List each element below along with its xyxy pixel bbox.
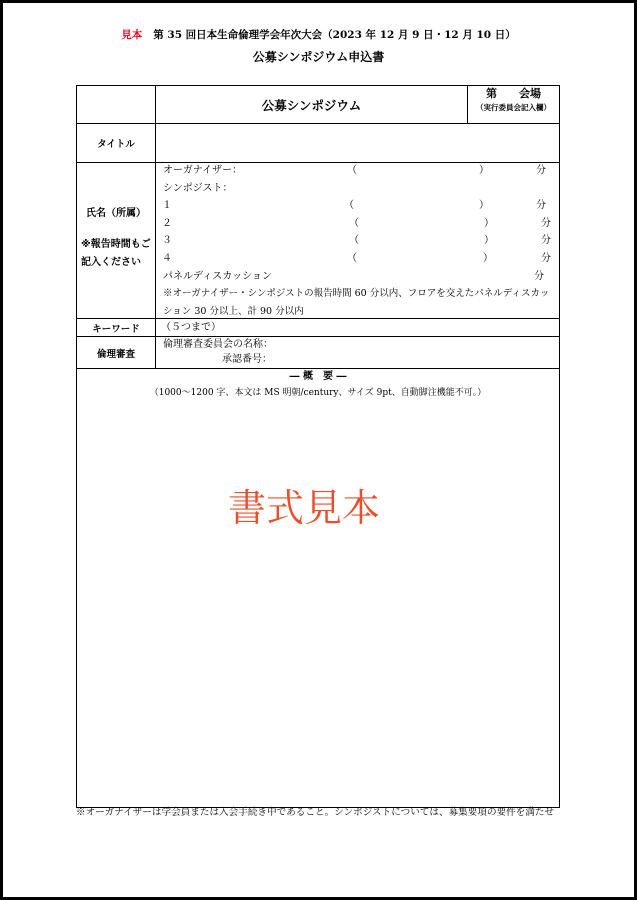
form-heading: 公募シンポジウム xyxy=(156,86,468,124)
ethics-committee-label: 倫理審査委員会の名称： xyxy=(163,339,273,350)
venue-label: 第 会場 xyxy=(486,87,541,100)
conference-title: 第 35 回日本生命倫理学会年次大会（2023 年 12 月 9 日・12 月 10 日） xyxy=(153,29,516,41)
title-field xyxy=(156,124,559,163)
minutes-unit: 分 xyxy=(541,252,551,264)
close-paren: ） xyxy=(484,235,494,247)
abstract-field xyxy=(77,369,559,807)
minutes-unit: 分 xyxy=(541,235,551,247)
panel-label: パネルディスカッション xyxy=(163,270,272,282)
minutes-unit: 分 xyxy=(541,217,551,229)
time-note-text: ション 30 分以上、計 90 分以内 xyxy=(163,305,304,317)
participants-field xyxy=(156,163,559,319)
minutes-unit: 分 xyxy=(534,270,544,282)
participants-label: 氏名（所属） xyxy=(86,208,146,219)
footer-note: ※オーガナイザーは学会員または入会手続き中であること。シンポジストについては、募集要項の要件を満たせ xyxy=(76,807,555,818)
speaker-row xyxy=(156,215,559,233)
speaker-row xyxy=(156,250,559,268)
close-paren: ） xyxy=(479,200,489,212)
venue-cell xyxy=(468,86,559,124)
close-paren: ） xyxy=(484,217,494,229)
speaker-row xyxy=(156,232,559,250)
minutes-unit: 分 xyxy=(536,165,546,176)
close-paren: ） xyxy=(479,165,489,176)
symposist-row xyxy=(156,180,559,198)
keywords-label: キーワード xyxy=(77,319,156,337)
corner-cell xyxy=(77,86,156,124)
speaker-number: ２ xyxy=(162,217,172,229)
speaker-number: １ xyxy=(162,200,172,212)
abstract-heading: ― 概 要 ― xyxy=(289,371,347,382)
title-label: タイトル xyxy=(77,124,156,163)
keywords-hint: （５つまで） xyxy=(161,322,221,333)
open-paren: （ xyxy=(344,200,354,212)
participants-note-2: 記入ください xyxy=(81,257,141,268)
open-paren: （ xyxy=(349,235,359,247)
time-note-line-2 xyxy=(156,303,559,319)
open-paren: （ xyxy=(347,252,357,264)
ethics-label: 倫理審査 xyxy=(77,337,156,369)
minutes-unit: 分 xyxy=(536,200,546,212)
approval-number-label: 承認番号： xyxy=(222,354,272,365)
time-note-text: ※オーガナイザー・シンポジストの報告時間 60 分以内、フロアを交えたパネルディスカッ xyxy=(163,288,550,300)
open-paren: （ xyxy=(347,165,357,176)
organizer-label: オーガナイザー： xyxy=(163,165,243,176)
organizer-row xyxy=(156,163,559,180)
ethics-field xyxy=(156,337,559,369)
sample-mark: 見本 xyxy=(121,29,143,41)
speaker-row xyxy=(156,197,559,215)
venue-note: （実行委員会記入欄） xyxy=(476,103,551,112)
speaker-number: ４ xyxy=(162,252,172,264)
application-form-table xyxy=(76,85,560,808)
symposist-label: シンポジスト： xyxy=(163,182,233,194)
keywords-field xyxy=(156,319,559,337)
conference-header xyxy=(0,27,637,43)
open-paren: （ xyxy=(349,217,359,229)
speaker-number: ３ xyxy=(162,235,172,247)
panel-discussion-row xyxy=(156,268,559,286)
time-note-line-1 xyxy=(156,285,559,303)
participants-note-1: ※報告時間もご xyxy=(81,239,151,250)
close-paren: ） xyxy=(483,252,493,264)
abstract-instructions: （1000～1200 字、本文は MS 明朝/century、サイズ 9pt、自動脚注機能不可。） xyxy=(149,388,487,398)
sample-watermark: 書式見本 xyxy=(228,486,381,530)
form-title: 公募シンポジウム申込書 xyxy=(252,50,385,64)
participants-label-cell xyxy=(77,163,156,319)
